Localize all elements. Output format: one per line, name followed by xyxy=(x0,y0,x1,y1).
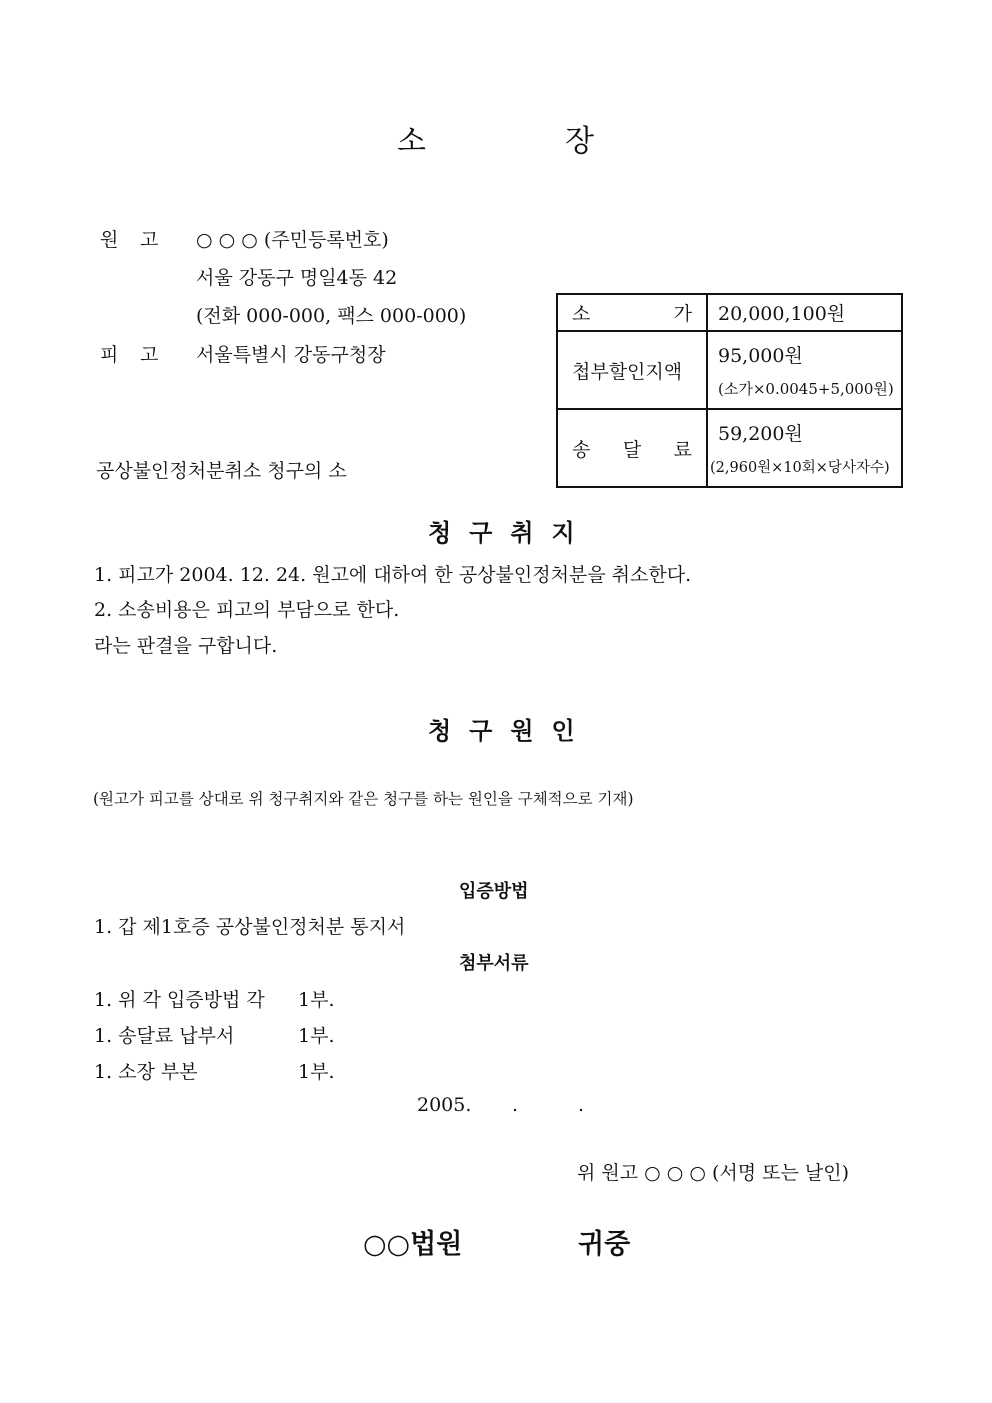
fee-row-value xyxy=(557,294,902,331)
delivery-cell xyxy=(707,409,902,487)
attachment-3-count: 1부. xyxy=(298,1061,335,1083)
defendant-label-2: 고 xyxy=(140,344,159,366)
claim-purpose-line-2: 2. 소송비용은 피고의 부담으로 한다. xyxy=(94,599,400,621)
evidence-heading: 입증방법 xyxy=(459,881,529,902)
value-label-2: 가 xyxy=(673,303,692,325)
plaintiff-label-2: 고 xyxy=(140,229,159,251)
document-title-right: 장 xyxy=(565,124,594,159)
case-name: 공상불인정처분취소 청구의 소 xyxy=(96,460,347,482)
plaintiff-address: 서울 강동구 명일4동 42 xyxy=(196,267,398,289)
stamp-formula: (소가×0.0045+5,000원) xyxy=(718,380,894,398)
claim-purpose-line-1: 1. 피고가 2004. 12. 24. 원고에 대하여 한 공상불인정처분을 취소한다. xyxy=(94,564,692,586)
delivery-formula: (2,960원×10회×당사자수) xyxy=(710,460,890,476)
stamp-amount: 95,000원 xyxy=(718,345,803,367)
date-month-dot: . xyxy=(512,1094,519,1116)
court-name: ○○법원 xyxy=(363,1229,463,1260)
evidence-line-1: 1. 갑 제1호증 공상불인정처분 통지서 xyxy=(94,916,406,938)
document-title-left: 소 xyxy=(397,124,426,159)
claim-purpose-heading: 청구취지 xyxy=(428,518,593,547)
defendant-name: 서울특별시 강동구청장 xyxy=(196,344,386,366)
claim-cause-heading: 청구원인 xyxy=(428,716,593,745)
value-label-1: 소 xyxy=(572,303,591,325)
date-year: 2005. xyxy=(417,1094,472,1116)
value-amount: 20,000,100원 xyxy=(707,294,902,331)
fees-table xyxy=(556,293,903,488)
fee-row-stamp xyxy=(557,331,902,409)
delivery-label-2: 달 xyxy=(622,438,642,461)
signature-line: 위 원고 ○ ○ ○ (서명 또는 날인) xyxy=(577,1162,850,1184)
attachment-3-name: 1. 소장 부본 xyxy=(94,1061,198,1083)
plaintiff-label-1: 원 xyxy=(100,229,119,251)
delivery-label-cell xyxy=(557,409,707,487)
stamp-cell xyxy=(707,331,902,409)
attachments-heading: 첨부서류 xyxy=(459,953,529,974)
claim-cause-note: (원고가 피고를 상대로 위 청구취지와 같은 청구를 하는 원인을 구체적으로 기재) xyxy=(93,790,634,808)
plaintiff-name: ○ ○ ○ (주민등록번호) xyxy=(196,229,389,251)
court-suffix: 귀중 xyxy=(578,1229,631,1260)
attachment-1-name: 1. 위 각 입증방법 각 xyxy=(94,989,265,1011)
attachment-1-count: 1부. xyxy=(298,989,335,1011)
fee-row-delivery xyxy=(557,409,902,487)
plaintiff-contact: (전화 000-000, 팩스 000-000) xyxy=(196,305,467,327)
attachment-2-count: 1부. xyxy=(298,1025,335,1047)
claim-purpose-line-3: 라는 판결을 구합니다. xyxy=(94,635,278,657)
attachment-2-name: 1. 송달료 납부서 xyxy=(94,1025,235,1047)
delivery-label-3: 료 xyxy=(673,438,692,461)
date-day-dot: . xyxy=(578,1094,585,1116)
delivery-amount: 59,200원 xyxy=(718,423,803,445)
delivery-label-1: 송 xyxy=(572,438,591,461)
stamp-label: 첩부할인지액 xyxy=(557,331,707,409)
value-label-cell xyxy=(557,294,707,331)
defendant-label-1: 피 xyxy=(100,344,119,366)
